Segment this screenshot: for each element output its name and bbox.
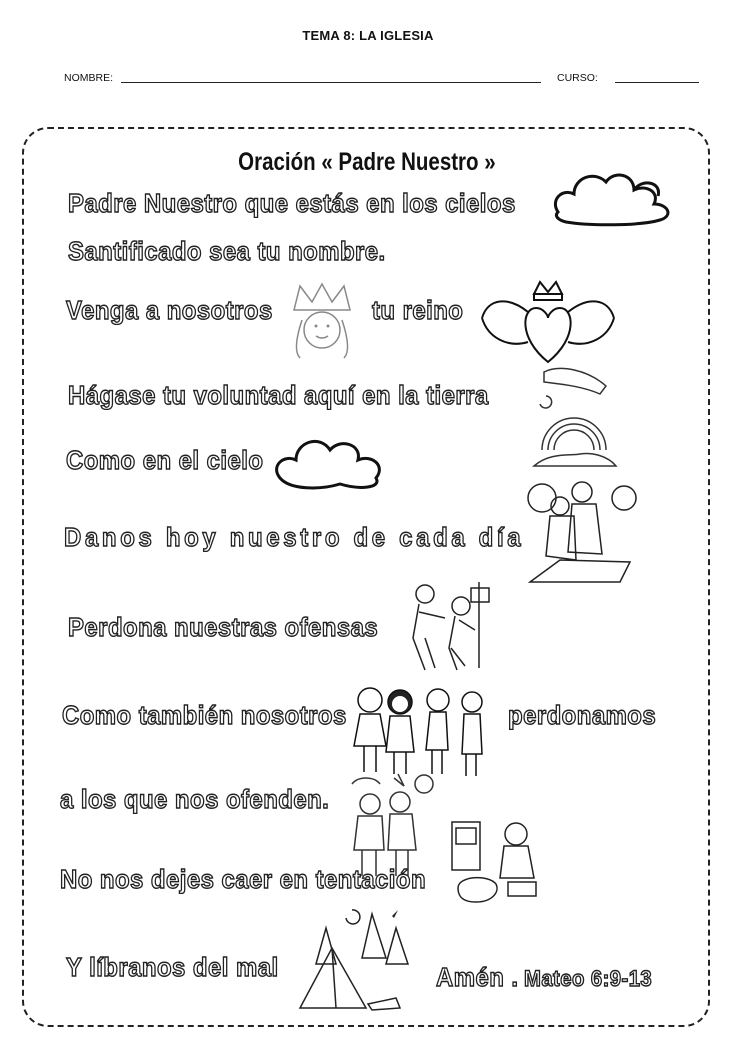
- prayer-line-1: Padre Nuestro que estás en los cielos: [68, 188, 516, 218]
- child-tv-temptation-icon: [448, 818, 552, 910]
- prayer-line-4: Hágase tu voluntad aquí en la tierra: [68, 380, 489, 410]
- prayer-line-10: No nos dejes caer en tentación: [60, 864, 427, 894]
- worksheet-title: Oración « Padre Nuestro »: [238, 148, 496, 176]
- prayer-line-8a: Como también nosotros: [62, 700, 347, 730]
- prayer-line-8b: perdonamos: [508, 700, 657, 730]
- prayer-line-2: Santificado sea tu nombre.: [68, 236, 386, 266]
- prayer-line-6: Danos hoy nuestro de cada día: [64, 522, 525, 552]
- curso-field-line[interactable]: [615, 82, 699, 83]
- camping-night-icon: [296, 904, 422, 1014]
- nombre-label: NOMBRE:: [64, 72, 114, 84]
- nombre-field-line[interactable]: [121, 82, 541, 83]
- rocket-rainbow-icon: [530, 360, 620, 470]
- prayer-line-3b: tu reino: [372, 295, 464, 325]
- prayer-line-5: Como en el cielo: [66, 445, 264, 475]
- page-heading: TEMA 8: LA IGLESIA: [302, 28, 434, 43]
- family-picnic-icon: [520, 476, 640, 586]
- prayer-line-3a: Venga a nosotros: [66, 295, 273, 325]
- princess-crown-icon: [282, 280, 362, 360]
- clouds-icon: [550, 160, 680, 230]
- claddagh-heart-icon: [478, 278, 618, 366]
- bible-reference: Mateo 6:9-13: [524, 966, 653, 991]
- prayer-line-11: Y líbranos del mal: [66, 952, 279, 982]
- prayer-line-7: Perdona nuestras ofensas: [68, 612, 379, 642]
- curso-label: CURSO:: [557, 72, 598, 84]
- kids-friends-icon: [346, 680, 498, 780]
- prayer-line-9: a los que nos ofenden.: [60, 784, 330, 814]
- cloud-icon: [270, 428, 390, 492]
- kids-talking-icon: [344, 770, 440, 880]
- kids-fighting-icon: [405, 578, 495, 673]
- amen-text: Amén .: [436, 962, 519, 992]
